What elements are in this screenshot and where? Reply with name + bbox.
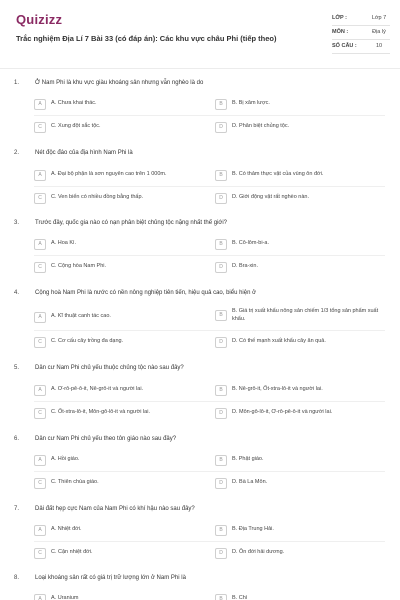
- option-c[interactable]: [34, 476, 194, 490]
- option-a[interactable]: [34, 592, 194, 600]
- quizizz-logo: Quizizz: [16, 12, 63, 27]
- option-letter-box: B: [215, 594, 227, 600]
- divider: [34, 330, 385, 331]
- question-number: 5.: [14, 365, 20, 371]
- option-text: C. Ốt-xtra-lô-it, Môn-gô-lô-it và người lai.: [51, 409, 150, 415]
- option-c[interactable]: [34, 335, 194, 349]
- divider: [332, 53, 390, 54]
- option-letter-box: A: [34, 170, 46, 181]
- option-text: D. Bra-xin.: [232, 263, 258, 269]
- option-b[interactable]: [215, 308, 385, 326]
- option-text: B. Địa Trung Hải.: [232, 526, 274, 532]
- option-letter-box: D: [215, 408, 227, 419]
- question-text: Dải đất hẹp cực Nam của Nam Phi có khí hậu nào sau đây?: [35, 506, 195, 512]
- option-letter-box: C: [34, 408, 46, 419]
- option-b[interactable]: [215, 97, 385, 111]
- meta-count-label: SỐ CÂU :: [332, 43, 357, 49]
- option-text: D. Bà La Môn.: [232, 479, 268, 485]
- option-letter-box: D: [215, 262, 227, 273]
- question-number: 3.: [14, 220, 20, 226]
- option-text: B. Có thảm thực vật của vùng ôn đới.: [232, 171, 324, 177]
- option-text: B. Phật giáo.: [232, 456, 264, 462]
- option-text: D. Có thế mạnh xuất khẩu cây ăn quả.: [232, 338, 326, 344]
- divider: [34, 115, 385, 116]
- option-letter-box: D: [215, 122, 227, 133]
- option-c[interactable]: [34, 546, 194, 560]
- option-text: B. Giá trị xuất khẩu nông sản chiếm 1/3 tổng sản phẩm xuất khẩu.: [232, 308, 379, 322]
- option-c[interactable]: [34, 120, 194, 134]
- meta-panel: [332, 12, 390, 54]
- option-text: D. Ôn đới hải dương.: [232, 549, 285, 555]
- option-text: A. Ơ-rô-pê-ô-it, Nê-grô-it và người lai.: [51, 386, 144, 392]
- question-number: 1.: [14, 80, 20, 86]
- question-text: Dân cư Nam Phi chủ yếu theo tôn giáo nào sau đây?: [35, 436, 177, 442]
- option-text: A. Chưa khai thác.: [51, 100, 97, 106]
- option-letter-box: C: [34, 337, 46, 348]
- option-text: A. Kĩ thuật canh tác cao.: [51, 313, 111, 319]
- option-a[interactable]: [34, 383, 194, 397]
- option-text: C. Ven biển có nhiều đồng bằng thấp.: [51, 194, 144, 200]
- option-text: A. Hoa Kì.: [51, 240, 77, 246]
- option-d[interactable]: [215, 406, 385, 420]
- option-letter-box: C: [34, 122, 46, 133]
- option-b[interactable]: [215, 523, 385, 537]
- option-text: B. Cô-lôm-bi-a.: [232, 240, 269, 246]
- option-text: A. Uranium: [51, 595, 79, 600]
- question-number: 2.: [14, 150, 20, 156]
- option-letter-box: B: [215, 239, 227, 250]
- meta-grade: [332, 12, 390, 26]
- option-letter-box: A: [34, 594, 46, 600]
- meta-subject-label: MÔN :: [332, 29, 349, 35]
- option-b[interactable]: [215, 237, 385, 251]
- option-text: B. Chì: [232, 595, 248, 600]
- option-letter-box: D: [215, 337, 227, 348]
- meta-grade-value: Lớp 7: [371, 15, 387, 21]
- question-text: Ở Nam Phi là khu vực giàu khoáng sản nhưng vẫn nghèo là do: [35, 80, 204, 86]
- option-text: C. Thiên chúa giáo.: [51, 479, 99, 485]
- option-text: D. Môn-gô-lô-it, Ơ-rô-pê-ô-it và người lai.: [232, 409, 333, 415]
- option-letter-box: C: [34, 478, 46, 489]
- divider: [34, 401, 385, 402]
- option-d[interactable]: [215, 191, 385, 205]
- question-number: 8.: [14, 575, 20, 581]
- question-number: 7.: [14, 506, 20, 512]
- option-letter-box: B: [215, 455, 227, 466]
- option-letter-box: C: [34, 548, 46, 559]
- divider: [34, 471, 385, 472]
- option-a[interactable]: [34, 310, 194, 324]
- header: [0, 0, 400, 68]
- option-b[interactable]: [215, 168, 385, 182]
- option-b[interactable]: [215, 383, 385, 397]
- option-letter-box: A: [34, 455, 46, 466]
- option-letter-box: A: [34, 385, 46, 396]
- option-a[interactable]: [34, 453, 194, 467]
- option-letter-box: A: [34, 239, 46, 250]
- option-letter-box: B: [215, 99, 227, 110]
- option-letter-box: A: [34, 525, 46, 536]
- question-text: Trước đây, quốc gia nào có nạn phân biệt chủng tộc nặng nhất thế giới?: [35, 220, 228, 226]
- option-text: C. Cận nhiệt đới.: [51, 549, 93, 555]
- page-title: Trắc nghiệm Địa Lí 7 Bài 33 (có đáp án): Các khu vực châu Phi (tiếp theo): [16, 34, 277, 43]
- option-text: C. Cộng hòa Nam Phi.: [51, 263, 107, 269]
- option-text: C. Cơ cấu cây trồng đa dạng.: [51, 338, 124, 344]
- meta-grade-label: LỚP :: [332, 15, 347, 21]
- option-a[interactable]: [34, 523, 194, 537]
- option-letter-box: C: [34, 193, 46, 204]
- question-text: Dân cư Nam Phi chủ yếu thuộc chủng tộc nào sau đây?: [35, 365, 184, 371]
- option-d[interactable]: [215, 335, 385, 349]
- option-text: D. Giới động vật rất nghèo nàn.: [232, 194, 309, 200]
- option-c[interactable]: [34, 260, 194, 274]
- option-letter-box: A: [34, 99, 46, 110]
- option-d[interactable]: [215, 260, 385, 274]
- divider: [34, 186, 385, 187]
- option-letter-box: D: [215, 193, 227, 204]
- question-text: Loại khoáng sản rất có giá trị trữ lượng lớn ở Nam Phi là: [35, 575, 186, 581]
- option-text: A. Đại bộ phận là sơn nguyên cao trên 1 000m.: [51, 171, 167, 177]
- option-a[interactable]: [34, 97, 194, 111]
- option-text: C. Xung đột sắc tộc.: [51, 123, 101, 129]
- question-number: 4.: [14, 290, 20, 296]
- option-d[interactable]: [215, 476, 385, 490]
- option-text: B. Bị xâm lược.: [232, 100, 270, 106]
- question-text: Cộng hoà Nam Phi là nước có nền nông nghiệp tiên tiến, hiệu quả cao, biểu hiện ở: [35, 290, 257, 296]
- option-letter-box: D: [215, 548, 227, 559]
- option-d[interactable]: [215, 120, 385, 134]
- option-letter-box: B: [215, 385, 227, 396]
- meta-count-value: 10: [375, 43, 383, 49]
- option-d[interactable]: [215, 546, 385, 560]
- divider: [34, 541, 385, 542]
- option-letter-box: B: [215, 310, 227, 321]
- option-text: A. Nhiệt đới.: [51, 526, 82, 532]
- option-a[interactable]: [34, 237, 194, 251]
- option-letter-box: C: [34, 262, 46, 273]
- meta-subject: [332, 26, 390, 40]
- option-text: B. Nê-grô-it, Ốt-xtra-lô-it và người lai.: [232, 386, 323, 392]
- option-b[interactable]: [215, 592, 385, 600]
- option-b[interactable]: [215, 453, 385, 467]
- question-number: 6.: [14, 436, 20, 442]
- option-c[interactable]: [34, 191, 194, 205]
- option-c[interactable]: [34, 406, 194, 420]
- option-letter-box: A: [34, 312, 46, 323]
- divider: [34, 255, 385, 256]
- question-text: Nét độc đáo của địa hình Nam Phi là: [35, 150, 133, 156]
- option-letter-box: B: [215, 525, 227, 536]
- option-letter-box: B: [215, 170, 227, 181]
- option-a[interactable]: [34, 168, 194, 182]
- option-letter-box: D: [215, 478, 227, 489]
- meta-subject-value: Địa lý: [372, 29, 386, 35]
- option-text: D. Phân biệt chủng tộc.: [232, 123, 290, 129]
- header-divider: [0, 68, 400, 69]
- meta-count: [332, 40, 390, 54]
- option-text: A. Hồi giáo.: [51, 456, 80, 462]
